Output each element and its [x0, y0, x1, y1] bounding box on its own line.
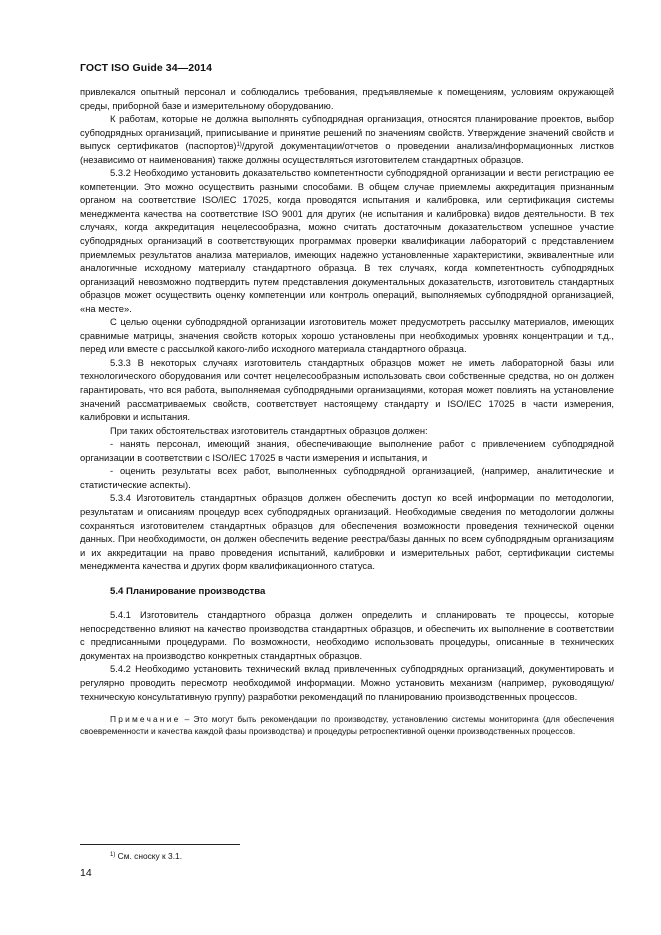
- footnote-text: См. сноску к 3.1.: [115, 851, 183, 861]
- paragraph-circumstances: При таких обстоятельствах изготовитель стандартных образцов должен:: [110, 424, 428, 436]
- note-text: Это могут быть рекомендации по производству, установлению системы мониторинга (для обеспечения своевременности и качества каждой фазы производства) и процедуры ретроспективной оценки производственных процессов.: [80, 714, 615, 737]
- note-dash: –: [180, 714, 194, 725]
- page-number: 14: [80, 867, 92, 879]
- note-label: Примечание: [110, 714, 181, 725]
- footnote: [110, 851, 182, 861]
- paragraph-5-4-1: 5.4.1 Изготовитель стандартного образца должен определить и спланировать те процессы, которые непосредственно влияют на качество производства стандартных образцов, и обеспечить их выполнение в соответствии с предписанными процедурами. По возможности, необходимо использовать процедуры, описанные в технических документах на производство конкретных стандартных образцов.: [80, 609, 614, 661]
- footnote-divider: [80, 844, 240, 845]
- paragraph-text: К работам, которые не должна выполнять субподрядная организация, относятся планирование проектов, выбор субподрядных организаций, приписывание и принятие решений по значениям свойств. Утверждение значений свойств и выпуск сертификатов (паспортов): [80, 113, 614, 152]
- list-item: - оценить результаты всех работ, выполненных субподрядной организацией, (например, аналитические и статистические аспекты).: [80, 465, 614, 490]
- paragraph-continuation: привлекался опытный персонал и соблюдались требования, предъявляемые к помещениям, условиям окружающей среды, приборной базе и измерительному оборудованию.: [80, 86, 614, 111]
- paragraph-5-3-2: 5.3.2 Необходимо установить доказательство компетентности субподрядной организации и вести регистрацию ее компетенции. Это можно осуществить разными способами. В общем случае приемлемы аккредитация признанным органом на соответствие ISO/IEC 17025, когда проводятся испытания и калибровка, или сертификация системы менеджмента качества на соответствие ISO 9001 для других (не испытания и калибровка) видов деятельности. В тех случаях, когда аккредитация нецелесообразна, можно считать достаточным доказательством успешное участие субподрядных организаций в соответствующих программах проверки квалификации лабораторий с представлением приемлемых результатов анализа материалов, имеющих надежно установленные характеристики, эквивалентные или аналогичные исходному материалу стандартного образца. В тех случаях, когда компетентность субподрядных организаций невозможно подтвердить путем представления документальных доказательств, изготовитель стандартных образцов может осуществить оценку компетенции или контроль операций, выполняемых субподрядной организацией, «на месте».: [80, 167, 614, 314]
- footnote-reference: 1): [236, 142, 242, 149]
- note: [80, 713, 614, 738]
- paragraph-text: /другой документации/отчетов о проведении анализа/информационных листков (независимо от наименования) также должны осуществляться изготовителем стандартных образцов.: [80, 140, 614, 165]
- paragraph-subcontracting-limits: [80, 112, 614, 166]
- footnote-marker: 1): [110, 852, 116, 858]
- document-header: ГОСТ ISO Guide 34—2014: [80, 62, 213, 74]
- document-body: [80, 85, 614, 738]
- section-title: 5.4 Планирование производства: [110, 585, 266, 597]
- paragraph-5-4-2: 5.4.2 Необходимо установить технический вклад привлеченных субподрядных организаций, документировать и регулярно проводить пересмотр необходимой информации. Можно установить механизм (например, руководящую/техническую консультативную группу) разработки рекомендаций по планированию производственных процессов.: [80, 663, 614, 702]
- paragraph-evaluation: С целью оценки субподрядной организации изготовитель может предусмотреть рассылку материалов, имеющих сравнимые матрицы, значения свойств которых хорошо установлены при необходимых уровнях концентрации и т.д., перед или вместе с рассылкой какого-либо исходного материала стандартного образца.: [80, 316, 614, 355]
- paragraph-5-3-3: 5.3.3 В некоторых случаях изготовитель стандартных образцов может не иметь лабораторной базы или технологического оборудования или сочтет нецелесообразным использовать свои собственные средства, но он должен гарантировать, что вся работа, выполняемая субподрядными организациями, которая может повлиять на установление значений рассматриваемых свойств, соответствует настоящему стандарту и ISO/IEC 17025 в части измерения, калибровки и испытания.: [80, 356, 614, 423]
- list-item: - нанять персонал, имеющий знания, обеспечивающие выполнение работ с привлечением субподрядной организации в соответствии с ISO/IEC 17025 в части измерения и испытания, и: [80, 438, 614, 463]
- paragraph-5-3-4: 5.3.4 Изготовитель стандартных образцов должен обеспечить доступ ко всей информации по методологии, результатам и описаниям процедур всех субподрядных организаций. Необходимые сведения по методологии должны сохраняться изготовителем стандартных образцов для обеспечения возможности проведения технической оценки данных. При необходимости, он должен обеспечить ведение реестра/базы данных по всем субподрядным организациям и их аккредитации на право проведения испытаний, калибровки и измерительных работ, сертификации системы менеджмента качества и других форм квалификационного статуса.: [80, 492, 614, 572]
